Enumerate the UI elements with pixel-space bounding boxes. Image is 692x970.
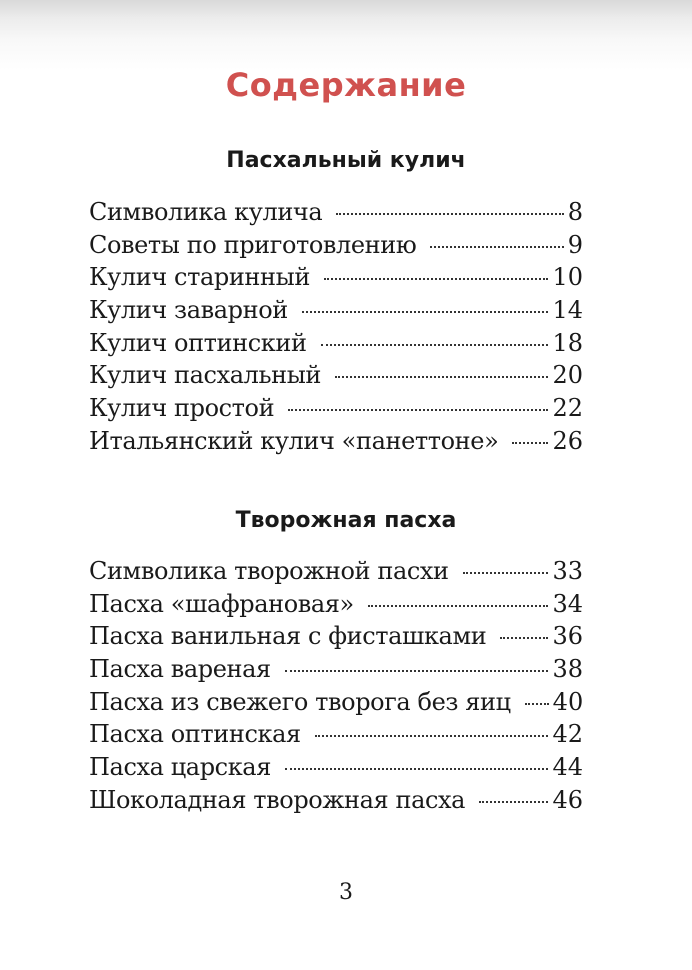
toc-leader-dots [430,246,563,248]
toc-entry-page: 36 [552,622,583,651]
toc-entry-page: 14 [552,296,583,325]
toc-leader-dots [285,768,549,770]
toc-leader-dots [479,801,548,803]
toc-leader-dots [512,442,548,444]
toc-entry[interactable] [89,622,583,655]
toc-entry[interactable] [89,655,583,688]
toc-entry-page: 46 [552,785,583,814]
toc-entry[interactable] [89,590,583,623]
toc-leader-dots [500,637,548,639]
toc-leader-dots [285,670,549,672]
toc-entry-title: Пасха оптинская [89,720,301,749]
toc-entry[interactable] [89,427,583,460]
toc-leader-dots [302,311,549,313]
toc-leader-dots [321,344,549,346]
toc-entry[interactable] [89,296,583,329]
page-title: Содержание [225,66,467,104]
toc-entry-page: 34 [552,589,583,618]
toc-entry-page: 26 [552,426,583,455]
toc-leader-dots [525,703,549,705]
toc-entry-title: Кулич старинный [89,263,310,292]
toc-entry-page: 38 [552,655,583,684]
section-heading-paskha: Творожная пасха [235,508,457,533]
toc-entry-title: Символика творожной пасхи [89,557,449,585]
toc-entry-title: Пасха царская [89,753,271,782]
toc-entry-page: 33 [552,557,583,585]
toc-entry-title: Пасха из свежего творога без яиц [89,687,511,716]
toc-entry-title: Итальянский кулич «панеттоне» [89,426,499,455]
toc-entry[interactable] [89,231,583,264]
page-number: 3 [339,880,353,905]
toc-list-paskha [89,557,583,819]
toc-leader-dots [288,409,548,411]
toc-entry-page: 8 [567,198,583,226]
toc-entry-title: Шоколадная творожная пасха [89,785,466,814]
toc-entry-title: Кулич заварной [89,296,288,325]
toc-entry-page: 40 [552,687,584,716]
toc-entry[interactable] [89,786,583,819]
toc-entry-title: Пасха ванильная с фисташками [89,622,487,651]
toc-entry[interactable] [89,394,583,427]
toc-entry-page: 42 [552,720,583,749]
toc-entry[interactable] [89,329,583,362]
toc-leader-dots [335,376,548,378]
toc-entry[interactable] [89,557,583,590]
toc-entry[interactable] [89,753,583,786]
toc-entry-page: 10 [552,263,583,292]
toc-entry-page: 44 [552,753,583,782]
toc-leader-dots [463,572,549,574]
toc-entry-page: 22 [552,394,583,423]
toc-entry-title: Кулич оптинский [89,328,307,357]
toc-leader-dots [324,278,549,280]
toc-entry-page: 9 [567,230,583,259]
toc-entry-title: Советы по приготовлению [89,230,417,259]
toc-entry[interactable] [89,720,583,753]
toc-entry[interactable] [89,361,583,394]
toc-entry-page: 18 [552,328,583,357]
toc-entry-page: 20 [552,361,583,390]
toc-entry[interactable] [89,263,583,296]
toc-entry[interactable] [89,198,583,231]
toc-entry[interactable] [89,688,583,721]
toc-list-kulich [89,198,583,460]
toc-entry-title: Кулич простой [89,394,275,423]
toc-entry-title: Пасха вареная [89,655,271,684]
toc-leader-dots [368,605,549,607]
toc-entry-title: Символика кулича [89,198,323,226]
toc-leader-dots [336,213,563,215]
toc-leader-dots [315,735,549,737]
toc-entry-title: Кулич пасхальный [89,361,322,390]
toc-entry-title: Пасха «шафрановая» [89,589,354,618]
section-heading-kulich: Пасхальный кулич [226,148,466,173]
